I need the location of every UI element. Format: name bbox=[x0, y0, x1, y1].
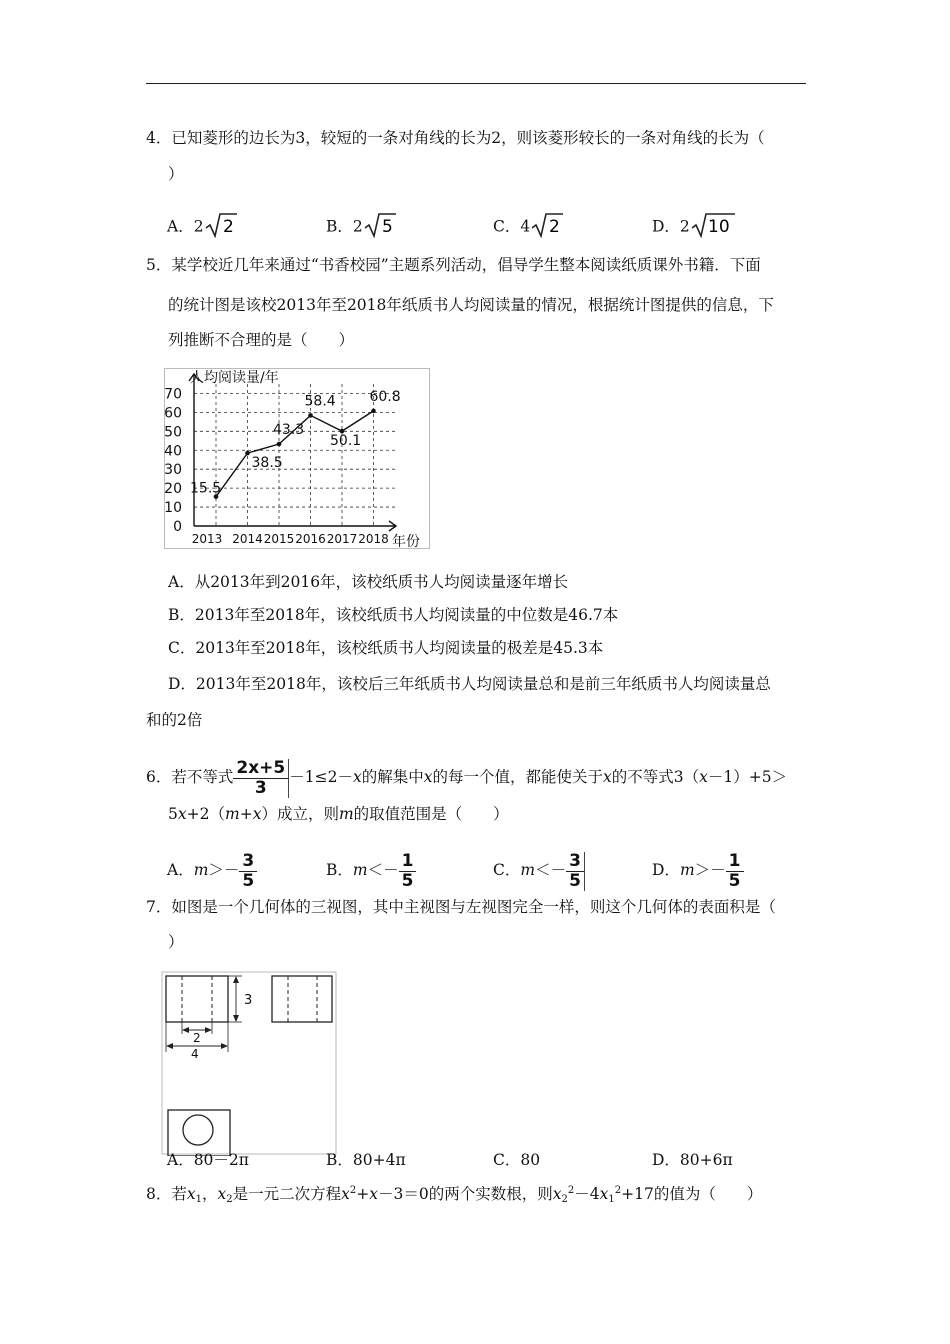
data-value-label: 58.4 bbox=[304, 393, 336, 410]
arrow-down bbox=[233, 1015, 239, 1022]
header-rule bbox=[146, 83, 806, 84]
y-tick-label: 0 bbox=[173, 519, 182, 535]
x-tick-label: 2016 bbox=[295, 532, 326, 546]
data-point bbox=[277, 442, 282, 447]
chart-grid bbox=[194, 384, 396, 526]
arrow-up bbox=[233, 976, 239, 983]
sqrt-symbol bbox=[363, 212, 397, 243]
q4-a-radicand: 2 bbox=[222, 217, 234, 237]
left-view bbox=[272, 976, 332, 1022]
q5-stem-line3: 列推断不合理的是（ ） bbox=[168, 331, 355, 349]
q6-stem-line1: 6．若不等式 $\frac{2x+5}{3}$ －1≤2－x的解集中x的每一个值，都能使关于x的不等式3（x－1）+5＞ bbox=[146, 757, 788, 798]
x-tick-label: 2015 bbox=[263, 532, 295, 546]
q4-option-a[interactable]: A．2 2 bbox=[167, 212, 238, 243]
x-tick-label: 2018 bbox=[358, 532, 389, 546]
top-view-circle bbox=[183, 1115, 213, 1145]
y-tick-label: 30 bbox=[164, 462, 182, 479]
q5-option-b[interactable]: B．2013年至2018年，该校纸质书人均阅读量的中位数是46.7本 bbox=[168, 606, 619, 624]
q5-option-a[interactable]: A．从2013年到2016年，该校纸质书人均阅读量逐年增长 bbox=[168, 573, 569, 591]
q6-fraction: $\frac{2x+5}{3}$ bbox=[233, 759, 289, 798]
data-point bbox=[245, 451, 250, 456]
x-tick-label: 2014 bbox=[232, 532, 263, 546]
q5-option-c[interactable]: C．2013年至2018年，该校纸质书人均阅读量的极差是45.3本 bbox=[168, 639, 604, 657]
dim-inner-width-label: 2 bbox=[193, 1031, 201, 1045]
q4-option-b[interactable]: B．2 5 bbox=[326, 212, 397, 243]
reading-line-chart bbox=[164, 368, 432, 550]
data-value-label: 43.3 bbox=[273, 422, 305, 439]
q7-option-c[interactable]: C．80 bbox=[493, 1151, 541, 1169]
data-value-label: 50.1 bbox=[330, 433, 362, 450]
x-tick-label: 2013 bbox=[191, 532, 223, 546]
sqrt-symbol bbox=[204, 212, 238, 243]
q5-stem-line1: 5．某学校近几年来通过“书香校园”主题系列活动，倡导学生整本阅读纸质课外书籍．下面 bbox=[146, 256, 761, 274]
y-tick-label: 60 bbox=[164, 405, 182, 422]
q5-option-d-line1[interactable]: D．2013年至2018年，该校后三年纸质书人均阅读量总和是前三年纸质书人均阅读量总 bbox=[168, 675, 771, 693]
q6-option-b[interactable]: B．m＜－ $\frac{1}{5}$ bbox=[326, 848, 416, 892]
q6-a-fraction: $\frac{3}{5}$ bbox=[239, 852, 257, 891]
x-axis-label: 年份 bbox=[392, 534, 420, 550]
y-tick-label: 50 bbox=[164, 424, 182, 441]
q7-option-d[interactable]: D．80+6π bbox=[652, 1151, 733, 1169]
y-tick-label: 20 bbox=[164, 481, 182, 498]
x-tick-labels bbox=[192, 532, 389, 546]
front-view bbox=[166, 976, 228, 1022]
dim-height-label: 3 bbox=[244, 993, 253, 1008]
data-value-labels bbox=[190, 389, 401, 497]
q7-option-b[interactable]: B．80+4π bbox=[326, 1151, 406, 1169]
data-value-label: 60.8 bbox=[369, 388, 401, 405]
q4-b-radicand: 5 bbox=[381, 217, 393, 237]
y-axis-label: 人均阅读量/年 bbox=[190, 370, 279, 386]
q6-option-a[interactable]: A．m＞－ $\frac{3}{5}$ bbox=[167, 848, 257, 892]
q5-stem-line2: 的统计图是该校2013年至2018年纸质书人均阅读量的情况，根据统计图提供的信息，下 bbox=[168, 296, 774, 314]
q4-option-d[interactable]: D．2 10 bbox=[652, 212, 736, 243]
y-tick-label: 40 bbox=[164, 443, 182, 460]
dim-outer-width-label: 4 bbox=[191, 1047, 199, 1061]
q4-c-radicand: 2 bbox=[549, 217, 561, 237]
y-tick-label: 70 bbox=[164, 386, 182, 403]
data-point bbox=[308, 413, 313, 418]
data-value-label: 38.5 bbox=[251, 455, 283, 472]
q4-option-c[interactable]: C．4 2 bbox=[493, 212, 564, 243]
x-tick-label: 2017 bbox=[326, 532, 358, 546]
q4-stem-line1: 4．已知菱形的边长为3，较短的一条对角线的长为2，则该菱形较长的一条对角线的长为（ bbox=[146, 129, 765, 147]
q8-stem: 8．若$x_1$，$x_2$是一元二次方程$x^2+x-3=0$的两个实数根，则$x_2^2-4x_1^2+17$的值为（ ） bbox=[146, 1185, 763, 1205]
q6-b-fraction: $\frac{1}{5}$ bbox=[399, 852, 417, 891]
q6-stem-line2: 5x+2（m+x）成立，则m的取值范围是（ ） bbox=[168, 805, 509, 823]
q7-stem-line2: ） bbox=[168, 933, 184, 951]
q4-d-radicand: 10 bbox=[707, 217, 730, 237]
y-tick-label: 10 bbox=[164, 500, 182, 517]
q6-option-d[interactable]: D．m＞－ $\frac{1}{5}$ bbox=[652, 848, 744, 892]
q6-d-fraction: $\frac{1}{5}$ bbox=[726, 852, 744, 891]
three-views-figure bbox=[160, 970, 340, 1156]
sqrt-symbol bbox=[530, 212, 564, 243]
data-point bbox=[371, 409, 376, 414]
sqrt-symbol bbox=[690, 212, 736, 243]
q4-stem-line2: ） bbox=[168, 165, 184, 183]
y-tick-labels bbox=[164, 386, 182, 535]
q7-option-a[interactable]: A．80－2π bbox=[167, 1151, 249, 1169]
q5-option-d-line2: 和的2倍 bbox=[146, 711, 203, 729]
q6-c-fraction: $\frac{3}{5}$ bbox=[566, 852, 585, 891]
q6-option-c[interactable]: C．m＜－ $\frac{3}{5}$ bbox=[493, 848, 585, 892]
data-value-label: 15.5 bbox=[190, 480, 222, 497]
q7-stem-line1: 7．如图是一个几何体的三视图，其中主视图与左视图完全一样，则这个几何体的表面积是（ bbox=[146, 898, 776, 916]
